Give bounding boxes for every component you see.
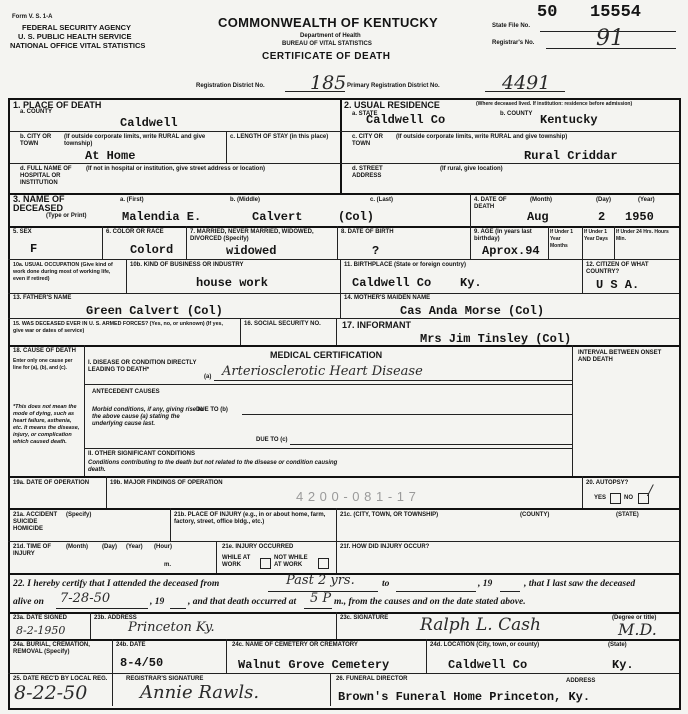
cemetery-label: 24c. NAME OF CEMETERY OR CREMATORY — [232, 642, 358, 648]
location-label: 24d. LOCATION (City, town, or county) — [430, 642, 540, 648]
cemetery-state: Ky. — [612, 658, 634, 672]
business-value: house work — [196, 276, 269, 290]
degree-label: (Degree or title) — [612, 615, 657, 621]
last-name: (Col) — [338, 210, 375, 224]
certify-19-b: , 19 — [150, 597, 165, 607]
mother-label: 14. MOTHER'S MAIDEN NAME — [344, 295, 431, 301]
place-of-injury-label: 21b. PLACE OF INJURY (e.g., in or about home, farm, factory, street, office bldg., etc.) — [174, 512, 326, 525]
birth-date: ? — [372, 244, 380, 258]
sex-value: F — [30, 242, 38, 256]
physician-signature: Ralph L. Cash — [420, 615, 541, 635]
primary-district-value: 4491 — [502, 72, 551, 94]
findings-label: 19b. MAJOR FINDINGS OF OPERATION — [110, 480, 223, 486]
age-label: 9. AGE (In years last birthday) — [474, 229, 532, 242]
death-county: Caldwell — [120, 116, 178, 130]
first-name: Malendia E. — [122, 210, 202, 224]
injury-m-label: m. — [164, 562, 172, 568]
form-number: Form V. S. 1-A — [12, 14, 53, 20]
ssn-label: 16. SOCIAL SECURITY NO. — [244, 321, 321, 327]
how-injury-label: 21f. HOW DID INJURY OCCUR? — [340, 544, 430, 550]
certify-causes: m., from the causes and on the date stated above. — [334, 597, 526, 607]
length-of-stay-label: c. LENGTH OF STAY (in this place) — [230, 134, 329, 140]
while-at-work-checkbox[interactable] — [260, 558, 271, 569]
injury-occurred-label: 21e. INJURY OCCURRED — [222, 544, 294, 550]
dept-line: Department of Health — [300, 33, 361, 39]
armed-forces-label: 15. WAS DECEASED EVER IN U. S. ARMED FORCES? (Yes, no, or unknown) (If yes, give war or dates of service) — [13, 321, 223, 334]
mother-name: Cas Anda Morse (Col) — [400, 304, 545, 318]
signature-label: 23c. SIGNATURE — [340, 615, 389, 621]
certify-last-saw: , that I last saw the deceased — [524, 579, 636, 589]
time-of-injury-label: 21d. TIME OF INJURY — [13, 544, 52, 557]
res-state: Caldwell Co — [366, 113, 446, 127]
burial-date: 8-4/50 — [120, 656, 164, 670]
burial-date-label: 24b. DATE — [116, 642, 146, 648]
hospital-label: d. FULL NAME OF HOSPITAL OR INSTITUTION — [20, 166, 72, 186]
while-at-work-label: WHILE AT WORK — [222, 555, 251, 568]
injury-day-label: (Day) — [102, 544, 118, 550]
cause-footnote: *This does not mean the mode of dying, such as heart failure, asthenia, etc. It means the disease, injury, or complication which caused death. — [13, 404, 80, 445]
res-state-label: a. STATE — [352, 111, 378, 117]
signer-address-value: Princeton Ky. — [128, 620, 215, 635]
other-conditions-note: Conditions contributing to the death but not related to the disease or condition causing death. — [88, 460, 338, 473]
accident-specify: (Specify) — [66, 512, 92, 518]
citizen-value: U S A. — [596, 278, 640, 292]
autopsy-label: 20. AUTOPSY? — [586, 480, 629, 486]
signer-address-label: 23b. ADDRESS — [94, 615, 137, 621]
res-city-note: (If outside corporate limits, write RURAL and give township) — [396, 134, 568, 140]
registrar-no-value: 91 — [596, 26, 624, 51]
funeral-address-label: ADDRESS — [566, 678, 596, 684]
certify-death-occurred: , and that death occurred at — [188, 597, 297, 607]
processing-stamp: 4 2 0 0 - 0 8 1 - 1 7 — [296, 489, 417, 504]
agency-line-3: NATIONAL OFFICE VITAL STATISTICS — [10, 41, 146, 50]
year-label: (Year) — [638, 197, 655, 203]
degree-value: M.D. — [618, 620, 657, 639]
autopsy-yes-label: YES — [594, 495, 607, 501]
res-city: Rural Criddar — [524, 149, 618, 163]
first-label: a. (First) — [120, 197, 144, 203]
due-to-b-label: DUE TO (b) — [196, 407, 228, 413]
location-state-label: (State) — [608, 642, 627, 648]
cause-note: Enter only one cause per line for (a), (b), and (c). — [13, 358, 73, 371]
registrar-signature-label: REGISTRAR'S SIGNATURE — [126, 676, 204, 682]
informant-label: 17. INFORMANT — [342, 320, 412, 330]
date-received-label: 25. DATE REC'D BY LOCAL REG. — [13, 676, 108, 682]
usual-residence-title: 2. USUAL RESIDENCE — [344, 100, 440, 110]
last-label: c. (Last) — [370, 197, 394, 203]
cause-label: 18. CAUSE OF DEATH — [13, 348, 76, 354]
date-received-value: 8-22-50 — [14, 682, 88, 704]
hospital-note: (If not in hospital or institution, give street address or location) — [86, 166, 266, 172]
injury-month-label: (Month) — [66, 544, 88, 550]
state-title: COMMONWEALTH OF KENTUCKY — [218, 15, 438, 30]
city-note: (If outside corporate limits, write RURAL and give township) — [64, 134, 206, 147]
marital-value: widowed — [226, 244, 277, 258]
registrar-no-label: Registrar's No. — [492, 40, 535, 46]
alive-on-date: 7-28-50 — [60, 591, 111, 606]
cemetery-county: Caldwell Co — [448, 658, 528, 672]
interval-label: INTERVAL BETWEEN ONSET AND DEATH — [578, 350, 662, 363]
morbid-note: Morbid conditions, if any, giving rise to the above cause (a) stating the underlying cause last. — [92, 407, 204, 427]
not-while-at-work-checkbox[interactable] — [318, 558, 329, 569]
registrar-signature: Annie Rawls. — [140, 682, 260, 703]
day-label: (Day) — [596, 197, 612, 203]
death-time: 5 P — [310, 591, 332, 606]
disease-label: I. DISEASE OR CONDITION DIRECTLY LEADING TO DEATH* — [88, 360, 197, 373]
cause-a-value: Arteriosclerotic Heart Disease — [222, 364, 423, 379]
funeral-home: Brown's Funeral Home Princeton, Ky. — [338, 690, 591, 704]
injury-state-label: (STATE) — [616, 512, 639, 518]
medical-cert-title: MEDICAL CERTIFICATION — [270, 350, 383, 360]
birthplace-label: 11. BIRTHPLACE (State or foreign country) — [344, 262, 467, 268]
cause-a-label: (a) — [204, 374, 212, 380]
certify-to: to — [382, 579, 390, 589]
district-value: 185 — [310, 72, 347, 94]
race-value: Colord — [130, 243, 174, 257]
death-city: At Home — [85, 149, 136, 163]
res-county: Kentucky — [540, 113, 598, 127]
date-of-death-label: 4. DATE OF DEATH — [474, 197, 507, 210]
place-of-death-title: 1. PLACE OF DEATH — [13, 100, 102, 110]
agency-line-1: FEDERAL SECURITY AGENCY — [22, 23, 132, 32]
injury-city-label: 21c. (CITY, TOWN, OR TOWNSHIP) — [340, 512, 439, 518]
age-months-label: If Under 1 Year Months — [550, 229, 574, 249]
birth-date-label: 8. DATE OF BIRTH — [341, 229, 394, 235]
race-label: 6. COLOR OR RACE — [106, 229, 164, 235]
age-days-label: If Under 1 Year Days — [584, 229, 608, 242]
attended-from: Past 2 yrs. — [286, 573, 355, 588]
file-number-1: 50 — [537, 3, 558, 22]
occupation-label: 10a. USUAL OCCUPATION (Give kind of work done during most of working life, even if retired) — [13, 262, 113, 282]
certify-text-1: 22. I hereby certify that I attended the deceased from — [13, 579, 220, 589]
death-day: 2 — [598, 210, 606, 224]
autopsy-check-mark: / — [648, 483, 653, 499]
certify-19: , 19 — [478, 579, 493, 589]
res-street-note: (If rural, give location) — [440, 166, 503, 172]
autopsy-no-label: NO — [624, 495, 633, 501]
residence-note: (Where deceased lived. If institution: residence before admission) — [476, 101, 633, 107]
business-label: 10b. KIND OF BUSINESS OR INDUSTRY — [130, 262, 244, 268]
operation-date-label: 19a. DATE OF OPERATION — [13, 480, 90, 486]
state-file-label: State File No. — [492, 23, 531, 29]
middle-name: Calvert — [252, 210, 303, 224]
father-label: 13. FATHER'S NAME — [13, 295, 72, 301]
month-label: (Month) — [530, 197, 552, 203]
date-signed-label: 23a. DATE SIGNED — [13, 615, 67, 621]
agency-line-2: U. S. PUBLIC HEALTH SERVICE — [18, 32, 132, 41]
district-label: Registration District No. — [196, 83, 265, 89]
county-label: a. COUNTY — [20, 109, 53, 115]
citizen-label: 12. CITIZEN OF WHAT COUNTRY? — [586, 262, 649, 275]
name-title: 3. NAME OF DECEASED — [13, 194, 65, 213]
bureau-line: BUREAU OF VITAL STATISTICS — [282, 41, 372, 47]
injury-hour-label: (Hour) — [154, 544, 172, 550]
cemetery-name: Walnut Grove Cemetery — [238, 658, 390, 672]
certificate-title: CERTIFICATE OF DEATH — [262, 51, 391, 62]
res-county-label: b. COUNTY — [500, 111, 533, 117]
death-month: Aug — [527, 210, 549, 224]
res-street-label: d. STREET ADDRESS — [352, 166, 383, 179]
file-number-2: 15554 — [590, 3, 642, 22]
not-while-at-work-label: NOT WHILE AT WORK — [274, 555, 308, 568]
middle-label: b. (Middle) — [230, 197, 260, 203]
res-city-label: c. CITY OR TOWN — [352, 134, 383, 147]
sex-label: 5. SEX — [13, 229, 32, 235]
injury-year-label: (Year) — [126, 544, 143, 550]
birthplace-value: Caldwell Co Ky. — [352, 276, 482, 290]
death-year: 1950 — [625, 210, 654, 224]
date-signed-value: 8-2-1950 — [16, 624, 66, 637]
city-label: b. CITY OR TOWN — [20, 134, 52, 147]
certify-alive-on: alive on — [13, 597, 44, 607]
age-hours-label: If Under 24 Hrs. Hours Min. — [616, 229, 669, 242]
burial-label: 24a. BURIAL, CREMATION, REMOVAL (Specify) — [13, 642, 90, 655]
primary-district-label: Primary Registration District No. — [347, 83, 440, 89]
father-name: Green Calvert (Col) — [86, 304, 223, 318]
due-to-c-label: DUE TO (c) — [256, 437, 288, 443]
funeral-director-label: 26. FUNERAL DIRECTOR — [336, 676, 408, 682]
name-sub: (Type or Print) — [46, 213, 87, 219]
age-value: Aprox.94 — [482, 244, 540, 258]
other-conditions-label: II. OTHER SIGNIFICANT CONDITIONS — [88, 451, 196, 457]
marital-label: 7. MARRIED, NEVER MARRIED, WIDOWED, DIVORCED (Specify) — [190, 229, 314, 242]
accident-label: 21a. ACCIDENT SUICIDE HOMICIDE — [13, 512, 58, 532]
autopsy-yes-checkbox[interactable] — [610, 493, 621, 504]
injury-county-label: (COUNTY) — [520, 512, 550, 518]
antecedent-label: ANTECEDENT CAUSES — [92, 389, 160, 395]
informant-value: Mrs Jim Tinsley (Col) — [420, 332, 572, 346]
